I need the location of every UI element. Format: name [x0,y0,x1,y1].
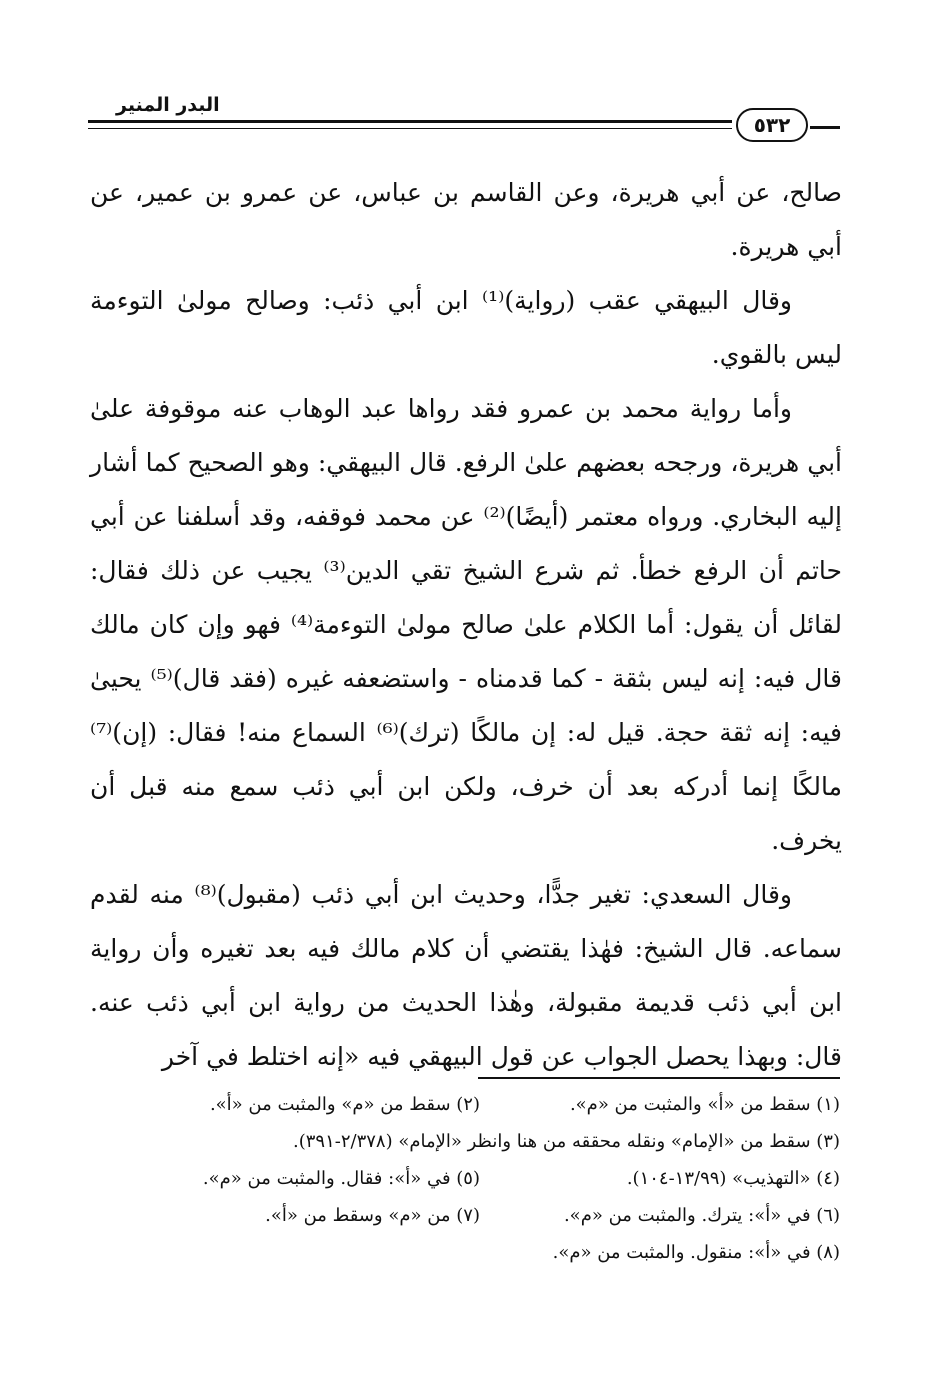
footnote: (٥) في «أ»: فقال. والمثبت من «م». [202,1168,480,1189]
header-rule-thick [88,120,732,123]
header-rule-thin [88,128,732,129]
footnotes [120,1086,840,1271]
footnote: (٢) سقط من «م» والمثبت من «أ». [209,1094,480,1115]
main-text [90,166,842,1084]
footnote: (٨) في «أ»: منقول. والمثبت من «م». [552,1242,840,1263]
footnote-separator [478,1077,840,1079]
paragraph: وقال البيهقي عقب (رواية)⁽¹⁾ ابن أبي ذئب: وصالح مولىٰ التوءمة ليس بالقوي. [90,286,842,369]
paragraph: وقال السعدي: تغير جدًّا، وحديث ابن أبي ذئب (مقبول)⁽⁸⁾ منه لقدم سماعه. قال الشيخ: فهٰذا يقتضي أن كلام مالك فيه بعد تغيره وأن رواية ابن أبي ذئب قديمة مقبولة، وهٰذا الحديث من رواية ابن أبي ذئب عنه. قال: وبهذا يحصل الجواب عن قول البيهقي فيه «إنه اختلط في آخر [90,880,842,1071]
paragraph: صالح، عن أبي هريرة، وعن القاسم بن عباس، عن عمرو بن عمير، عن أبي هريرة. [90,178,842,261]
page-header [88,86,840,148]
footnote: (٤) «التهذيب» (١٣/٩٩-١٠٤). [626,1168,840,1189]
paragraph: وأما رواية محمد بن عمرو فقد رواها عبد الوهاب عنه موقوفة علىٰ أبي هريرة، ورجحه بعضهم علىٰ الرفع. قال البيهقي: وهو الصحيح كما أشار إليه البخاري. ورواه معتمر (أيضًا)⁽²⁾ عن محمد فوقفه، وقد أسلفنا عن أبي حاتم أن الرفع خطأ. ثم شرع الشيخ تقي الدين⁽³⁾ يجيب عن ذلك فقال: لقائل أن يقول: أما الكلام علىٰ صالح مولىٰ التوءمة⁽⁴⁾ فهو وإن كان مالك قال فيه: إنه ليس بثقة - كما قدمناه - واستضعفه غيره (فقد قال)⁽⁵⁾ يحيىٰ فيه: إنه ثقة حجة. قيل له: إن مالكًا (ترك)⁽⁶⁾ السماع منه! فقال: (إن)⁽⁷⁾ مالكًا إنما أدركه بعد أن خرف، ولكن ابن أبي ذئب سمع منه قبل أن يخرف. [90,394,842,855]
footnote: (٧) من «م» وسقط من «أ». [265,1205,480,1226]
footnote-row [120,1123,840,1160]
footnote: (١) سقط من «أ» والمثبت من «م». [569,1094,840,1115]
page-number: ٥٣٢ [736,108,808,142]
footnote-row [120,1086,840,1123]
running-title: البدر المنير [116,94,220,116]
footnote: (٦) في «أ»: يترك. والمثبت من «م». [563,1205,840,1226]
footnote-row [120,1197,840,1234]
footnote: (٣) سقط من «الإمام» ونقله محققه من هنا وانظر «الإمام» (٢/٣٧٨-٣٩١). [292,1131,840,1152]
footnote-row [120,1160,840,1197]
header-rule-right [810,126,840,129]
footnote-row [120,1234,840,1271]
